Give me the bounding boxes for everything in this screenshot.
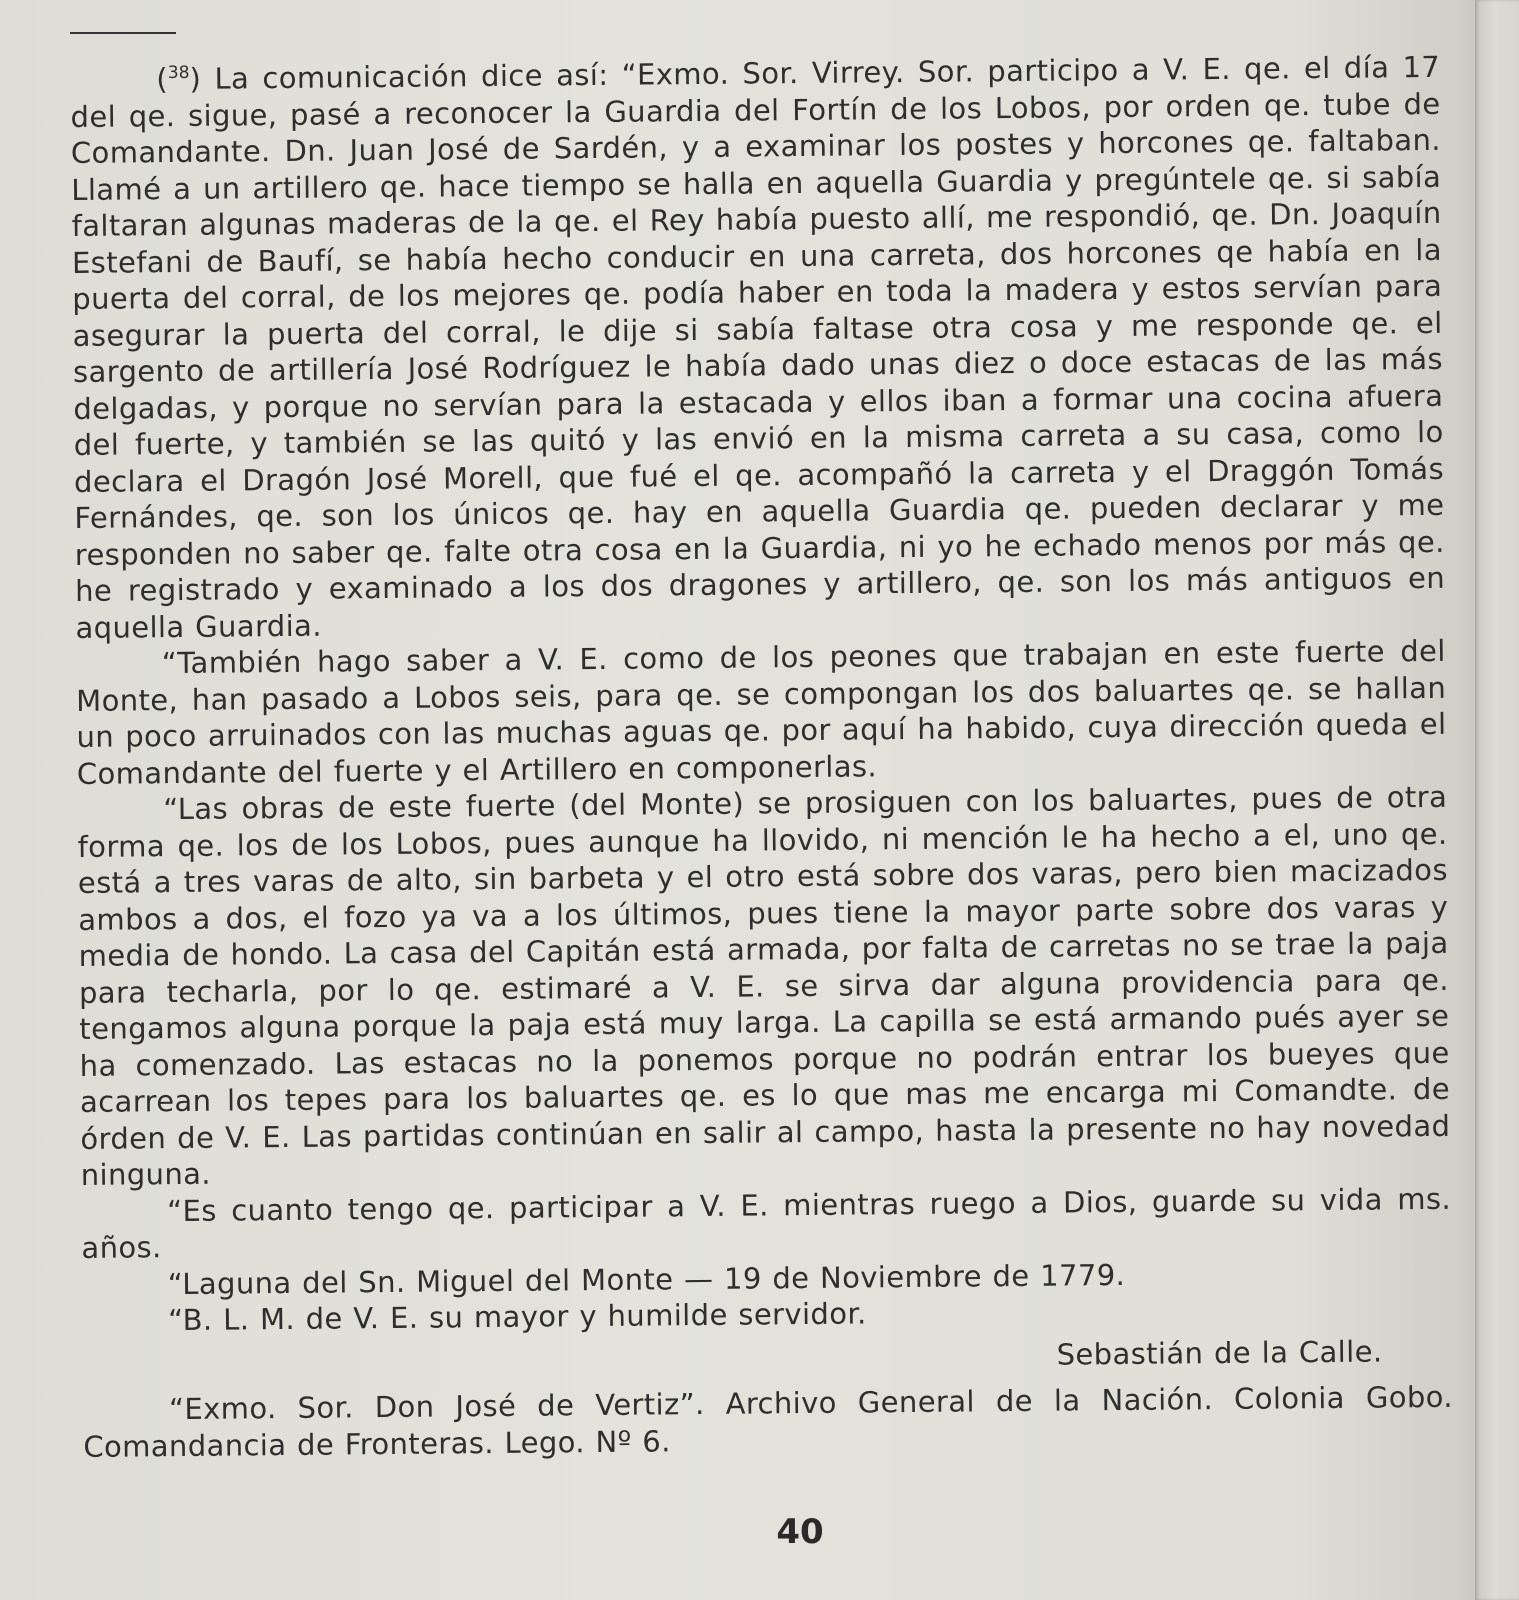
place-date-line: “Laguna del Sn. Miguel del Monte — 19 de Noviembre de 1779. <box>167 1257 1126 1301</box>
page-number: 40 <box>776 1512 824 1552</box>
footnote-paragraph-2: “También hago saber a V. E. como de los peones que trabajan en este fuerte del Monte, han pasado a Lobos seis, para qe. se compongan los dos baluartes qe. se hallan un poco arruinados con las muchas aguas qe. por aquí ha habido, cuya dirección queda el Comandante del fuerte y el Artillero en componerlas. <box>76 633 1447 791</box>
signature-line: Sebastián de la Calle. <box>1056 1333 1383 1372</box>
footnote-lead-text: La comunicación dice así: “Exmo. Sor. Virrey. Sor. participo a V. E. qe. el día 17 del qe. sigue, pasé a reconocer la Guardia del Fortín de los Lobos, por orden qe. tube de Comandante. Dn. Juan José de Sardén, y a examinar los postes y horcones qe. faltaban. Llamé a un artillero qe. hace tiempo se halla en aquella Guardia y pregúntele qe. si sabía faltaran algunas maderas de la qe. el Rey había puesto allí, me respondió, qe. Dn. Joaquín Estefani de Baufí, se había hecho conducir en una carreta, dos horcones qe había en la puerta del corral, de los mejores qe. podía haber en toda la madera y estos servían para asegurar la puerta del corral, le dije si sabía faltase otra cosa y me responde qe. el sargento de artillería José Rodríguez le había dado unas diez o doce estacas de las más delgadas, y porque no servían para la estacada y ellos iban a formar una cocina afuera del fuerte, y también se las quitó y las envió en la misma carreta a su casa, como lo declara el Dragón José Morell, que fué el qe. acompañó la carreta y el Draggón Tomás Fernándes, qe. son los únicos qe. hay en aquella Guardia qe. pueden declarar y me responden no saber qe. falte otra cosa en la Guardia, ni yo he echado menos por más qe. he registrado y examinado a los dos dragones y artillero, qe. son los más antiguos en aquella Guardia. <box>70 49 1446 645</box>
page-gutter-edge <box>1475 0 1519 1600</box>
footnote-marker: ($^{38}$) <box>156 61 202 97</box>
footnote-paragraph-1 <box>70 43 1446 646</box>
footnote-paragraph-3: “Las obras de este fuerte (del Monte) se prosiguen con los baluartes, pues de otra forma qe. los de los Lobos, pues aunque ha llovido, ni mención le ha hecho a el, uno qe. está a tres varas de alto, sin barbeta y el otro está sobre dos varas, pero bien macizados ambos a dos, el fozo ya va a los últimos, pues tiene la mayor parte sobre dos varas y media de hondo. La casa del Capitán está armada, por falta de carretas no se trae la paja para techarla, por lo qe. estimaré a V. E. se sirva dar alguna providencia para qe. tengamos alguna porque la paja está muy larga. La capilla se está armando pués ayer se ha comenzado. Las estacas no la ponemos porque no podrán entrar los bueyes que acarrean los tepes para los baluartes qe. es lo que mas me encarga mi Comandte. de órden de V. E. Las partidas continúan en salir al campo, hasta la presente no hay novedad ninguna. <box>77 779 1451 1192</box>
closing-line: “B. L. M. de V. E. su mayor y humilde servidor. <box>167 1296 867 1338</box>
footnote-separator-rule <box>70 32 176 34</box>
footnote-paragraph-4: “Es cuanto tengo qe. participar a V. E. mientras ruego a Dios, guarde su vida ms. años. <box>81 1181 1452 1265</box>
archive-reference: “Exmo. Sor. Don José de Vertiz”. Archivo General de la Nación. Colonia Gobo. Comandancia de Fronteras. Lego. Nº 6. <box>83 1379 1454 1464</box>
footnote-text-block <box>70 43 1453 1465</box>
